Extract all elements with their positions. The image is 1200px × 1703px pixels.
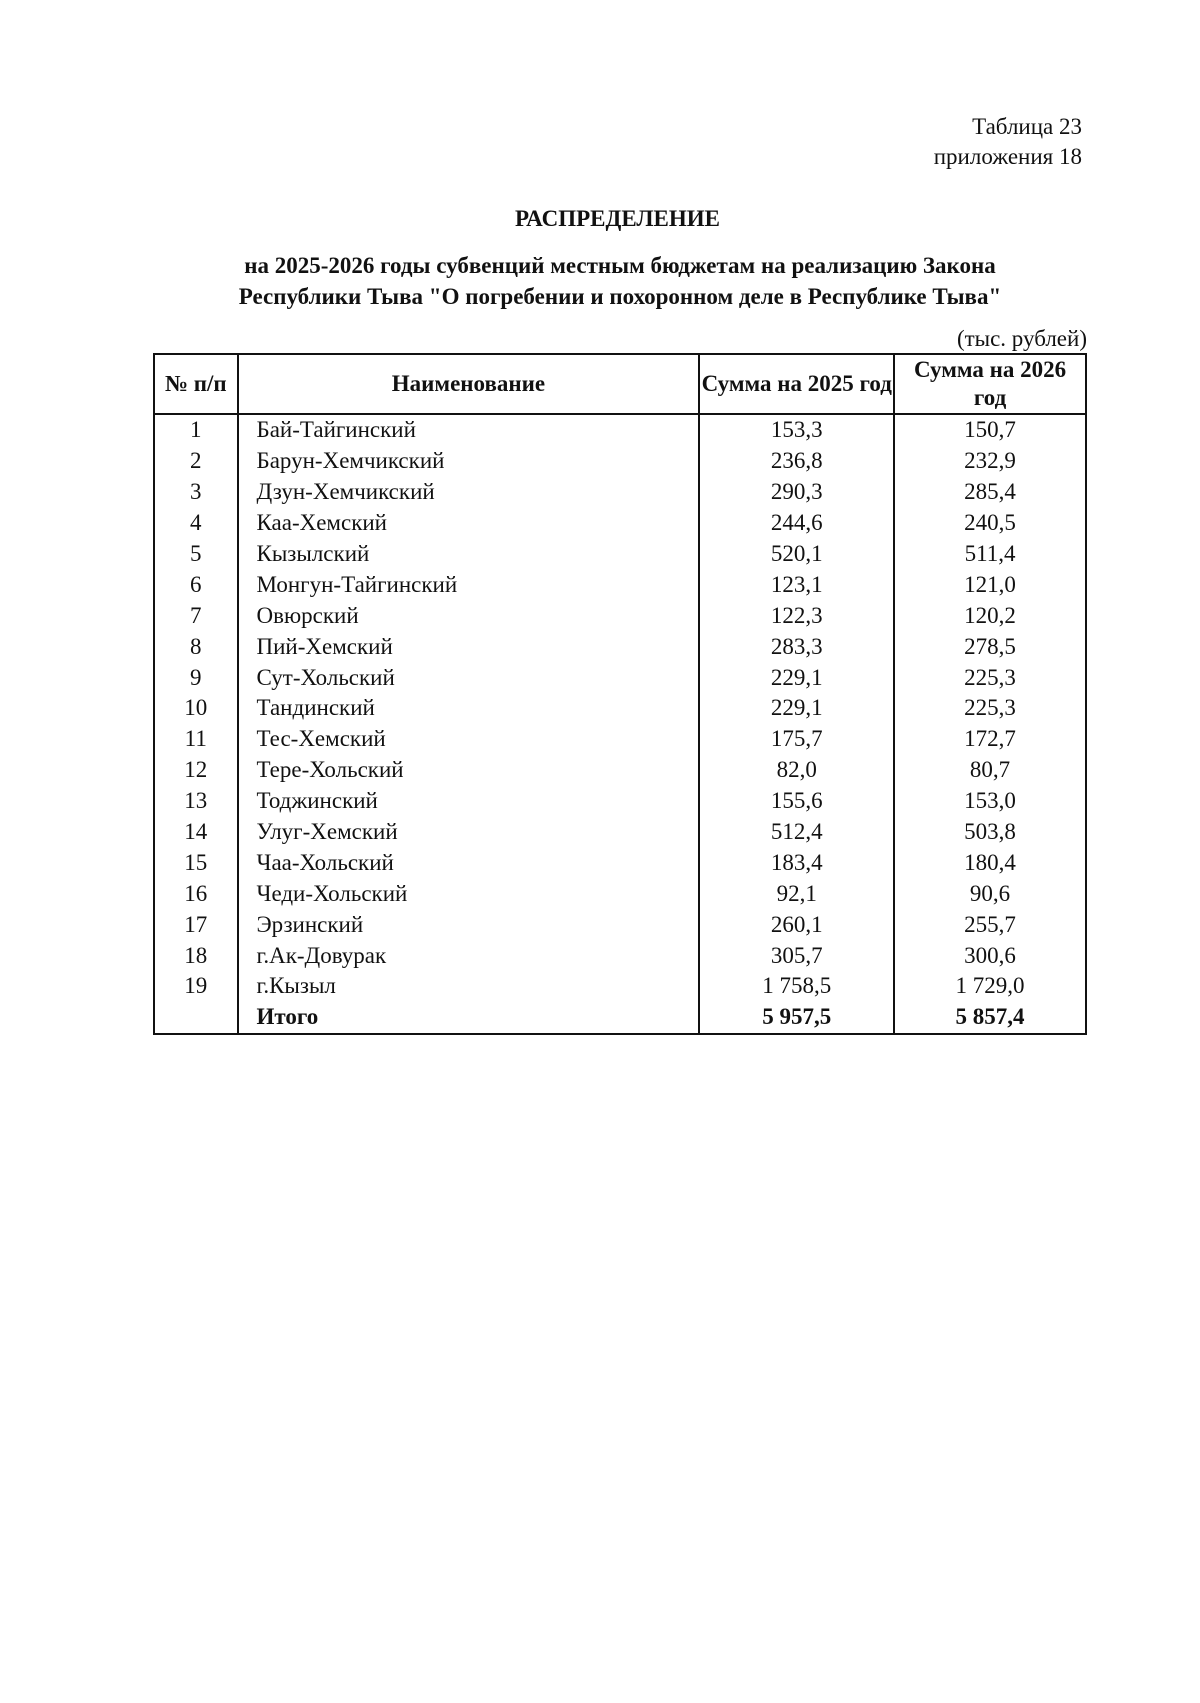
row-sum-2026: 255,7 (894, 909, 1086, 940)
row-sum-2025: 229,1 (699, 662, 894, 693)
row-name: Барун-Хемчикский (238, 446, 700, 477)
row-number: 6 (154, 569, 238, 600)
subtitle-line-1: на 2025-2026 годы субвенций местным бюджетам на реализацию Закона (244, 253, 996, 278)
row-name: г.Кызыл (238, 971, 700, 1002)
table-row (154, 909, 1086, 940)
row-name: Эрзинский (238, 909, 700, 940)
table-row (154, 724, 1086, 755)
row-name: Тандинский (238, 693, 700, 724)
row-sum-2025: 283,3 (699, 631, 894, 662)
row-number: 1 (154, 414, 238, 446)
row-sum-2026: 90,6 (894, 878, 1086, 909)
row-name: Дзун-Хемчикский (238, 477, 700, 508)
row-sum-2026: 511,4 (894, 539, 1086, 570)
row-sum-2026: 225,3 (894, 662, 1086, 693)
row-sum-2025: 1 758,5 (699, 971, 894, 1002)
header-sum-2026: Сумма на 2026 год (894, 354, 1086, 414)
row-number: 4 (154, 508, 238, 539)
row-sum-2026: 503,8 (894, 817, 1086, 848)
table-row (154, 878, 1086, 909)
row-sum-2025: 82,0 (699, 755, 894, 786)
row-name: Монгун-Тайгинский (238, 569, 700, 600)
row-number: 17 (154, 909, 238, 940)
appendix-number: приложения 18 (933, 144, 1082, 169)
table-row (154, 508, 1086, 539)
row-sum-2025: 512,4 (699, 817, 894, 848)
row-number: 18 (154, 940, 238, 971)
row-sum-2025: 175,7 (699, 724, 894, 755)
table-row (154, 477, 1086, 508)
document-title: РАСПРЕДЕЛЕНИЕ (515, 206, 720, 231)
row-sum-2026: 121,0 (894, 569, 1086, 600)
row-name: Сут-Хольский (238, 662, 700, 693)
row-name: Пий-Хемский (238, 631, 700, 662)
row-sum-2025: 290,3 (699, 477, 894, 508)
row-sum-2026: 172,7 (894, 724, 1086, 755)
row-number: 3 (154, 477, 238, 508)
row-name: Бай-Тайгинский (238, 414, 700, 446)
table-reference (934, 112, 1082, 172)
row-sum-2026: 278,5 (894, 631, 1086, 662)
row-name: Итого (238, 1002, 700, 1034)
row-sum-2025: 5 957,5 (699, 1002, 894, 1034)
header-sum-2025: Сумма на 2025 год (699, 354, 894, 414)
row-number: 14 (154, 817, 238, 848)
row-name: Кызылский (238, 539, 700, 570)
row-sum-2025: 260,1 (699, 909, 894, 940)
row-sum-2025: 123,1 (699, 569, 894, 600)
row-sum-2026: 285,4 (894, 477, 1086, 508)
row-sum-2026: 180,4 (894, 847, 1086, 878)
row-number (154, 1002, 238, 1034)
row-number: 13 (154, 786, 238, 817)
row-sum-2026: 1 729,0 (894, 971, 1086, 1002)
table-row (154, 693, 1086, 724)
row-name: Овюрский (238, 600, 700, 631)
row-number: 9 (154, 662, 238, 693)
table-row (154, 940, 1086, 971)
header-name: Наименование (238, 354, 700, 414)
row-sum-2025: 155,6 (699, 786, 894, 817)
header-number: № п/п (154, 354, 238, 414)
row-sum-2025: 244,6 (699, 508, 894, 539)
table-row (154, 786, 1086, 817)
table-body (154, 414, 1086, 1034)
table-row (154, 755, 1086, 786)
table-row (154, 414, 1086, 446)
document-subtitle (0, 250, 1200, 312)
row-number: 19 (154, 971, 238, 1002)
table-header-row (154, 354, 1086, 414)
table-row (154, 539, 1086, 570)
row-sum-2026: 153,0 (894, 786, 1086, 817)
row-number: 11 (154, 724, 238, 755)
table-row (154, 971, 1086, 1002)
table-row (154, 631, 1086, 662)
table-row (154, 569, 1086, 600)
row-sum-2025: 183,4 (699, 847, 894, 878)
row-sum-2025: 153,3 (699, 414, 894, 446)
row-number: 2 (154, 446, 238, 477)
row-sum-2026: 120,2 (894, 600, 1086, 631)
table-row (154, 847, 1086, 878)
table-row (154, 817, 1086, 848)
table-row (154, 662, 1086, 693)
table-total-row (154, 1002, 1086, 1034)
table-row (154, 446, 1086, 477)
table-row (154, 600, 1086, 631)
row-name: Чеди-Хольский (238, 878, 700, 909)
row-sum-2026: 5 857,4 (894, 1002, 1086, 1034)
subtitle-line-2: Республики Тыва "О погребении и похоронном деле в Республике Тыва" (238, 284, 1002, 309)
row-name: Каа-Хемский (238, 508, 700, 539)
distribution-table (153, 353, 1087, 1035)
row-name: Чаа-Хольский (238, 847, 700, 878)
row-sum-2026: 150,7 (894, 414, 1086, 446)
row-name: Улуг-Хемский (238, 817, 700, 848)
row-sum-2026: 232,9 (894, 446, 1086, 477)
row-name: Тоджинский (238, 786, 700, 817)
row-sum-2025: 305,7 (699, 940, 894, 971)
row-number: 8 (154, 631, 238, 662)
row-number: 10 (154, 693, 238, 724)
row-sum-2025: 92,1 (699, 878, 894, 909)
row-sum-2026: 80,7 (894, 755, 1086, 786)
row-name: г.Ак-Довурак (238, 940, 700, 971)
row-name: Тес-Хемский (238, 724, 700, 755)
row-sum-2026: 300,6 (894, 940, 1086, 971)
row-sum-2025: 229,1 (699, 693, 894, 724)
row-sum-2025: 122,3 (699, 600, 894, 631)
units-label: (тыс. рублей) (956, 326, 1087, 351)
row-number: 5 (154, 539, 238, 570)
row-sum-2026: 240,5 (894, 508, 1086, 539)
row-name: Тере-Хольский (238, 755, 700, 786)
row-sum-2025: 236,8 (699, 446, 894, 477)
row-number: 12 (154, 755, 238, 786)
row-number: 16 (154, 878, 238, 909)
row-sum-2026: 225,3 (894, 693, 1086, 724)
table-number: Таблица 23 (972, 114, 1082, 139)
row-number: 7 (154, 600, 238, 631)
row-number: 15 (154, 847, 238, 878)
row-sum-2025: 520,1 (699, 539, 894, 570)
